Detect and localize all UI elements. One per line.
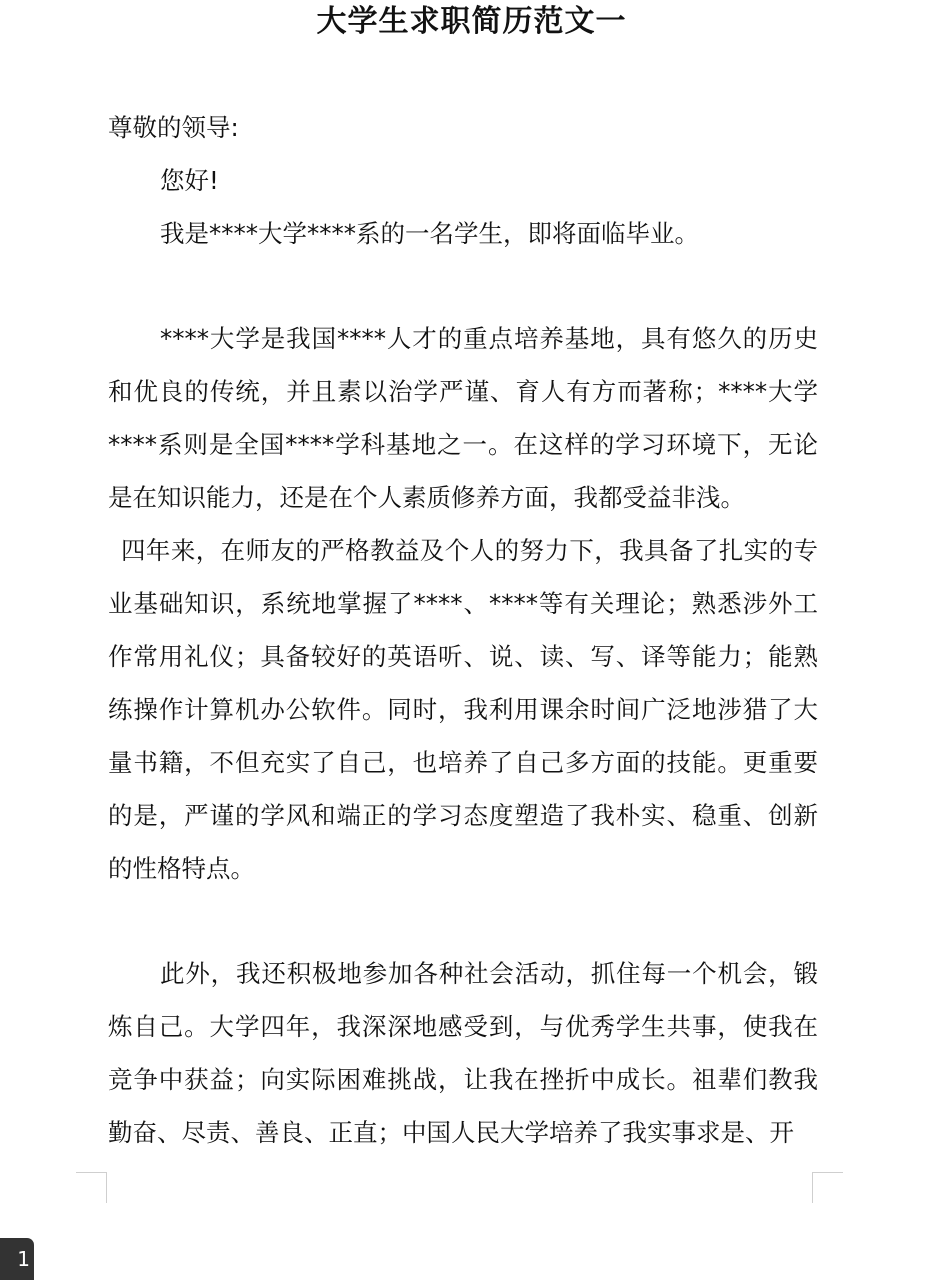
- paragraph-four-years: 四年来，在师友的严格教益及个人的努力下，我具备了扎实的专业基础知识，系统地掌握了****、****等有关理论；熟悉涉外工作常用礼仪；具备较好的英语听、说、读、写、译等能力；能熟练操作计算机办公软件。同时，我利用课余时间广泛地涉猎了大量书籍，不但充实了自己，也培养了自己多方面的技能。更重要的是，严谨的学风和端正的学习态度塑造了我朴实、稳重、创新的性格特点。: [108, 536, 818, 883]
- intro-sentence: 我是****大学****系的一名学生，即将面临毕业。: [160, 219, 699, 248]
- crop-mark-left: [76, 1172, 107, 1203]
- salutation: 尊敬的领导:: [108, 113, 239, 142]
- page-number-tab[interactable]: 1: [0, 1238, 34, 1280]
- paragraph-university: ****大学是我国****人才的重点培养基地，具有悠久的历史和优良的传统，并且素以治学严谨、育人有方而著称；****大学****系则是全国****学科基地之一。在这样的学习环境下，无论是在知识能力，还是在个人素质修养方面，我都受益非浅。: [108, 324, 818, 512]
- paragraph-activities: 此外，我还积极地参加各种社会活动，抓住每一个机会，锻炼自己。大学四年，我深深地感受到，与优秀学生共事，使我在竞争中获益；向实际困难挑战，让我在挫折中成长。祖辈们教我勤奋、尽责、善良、正直；中国人民大学培养了我实事求是、开: [108, 959, 818, 1147]
- crop-mark-right: [812, 1172, 843, 1203]
- greeting: 您好!: [160, 166, 219, 195]
- page-title: 大学生求职简历范文一: [316, 4, 627, 39]
